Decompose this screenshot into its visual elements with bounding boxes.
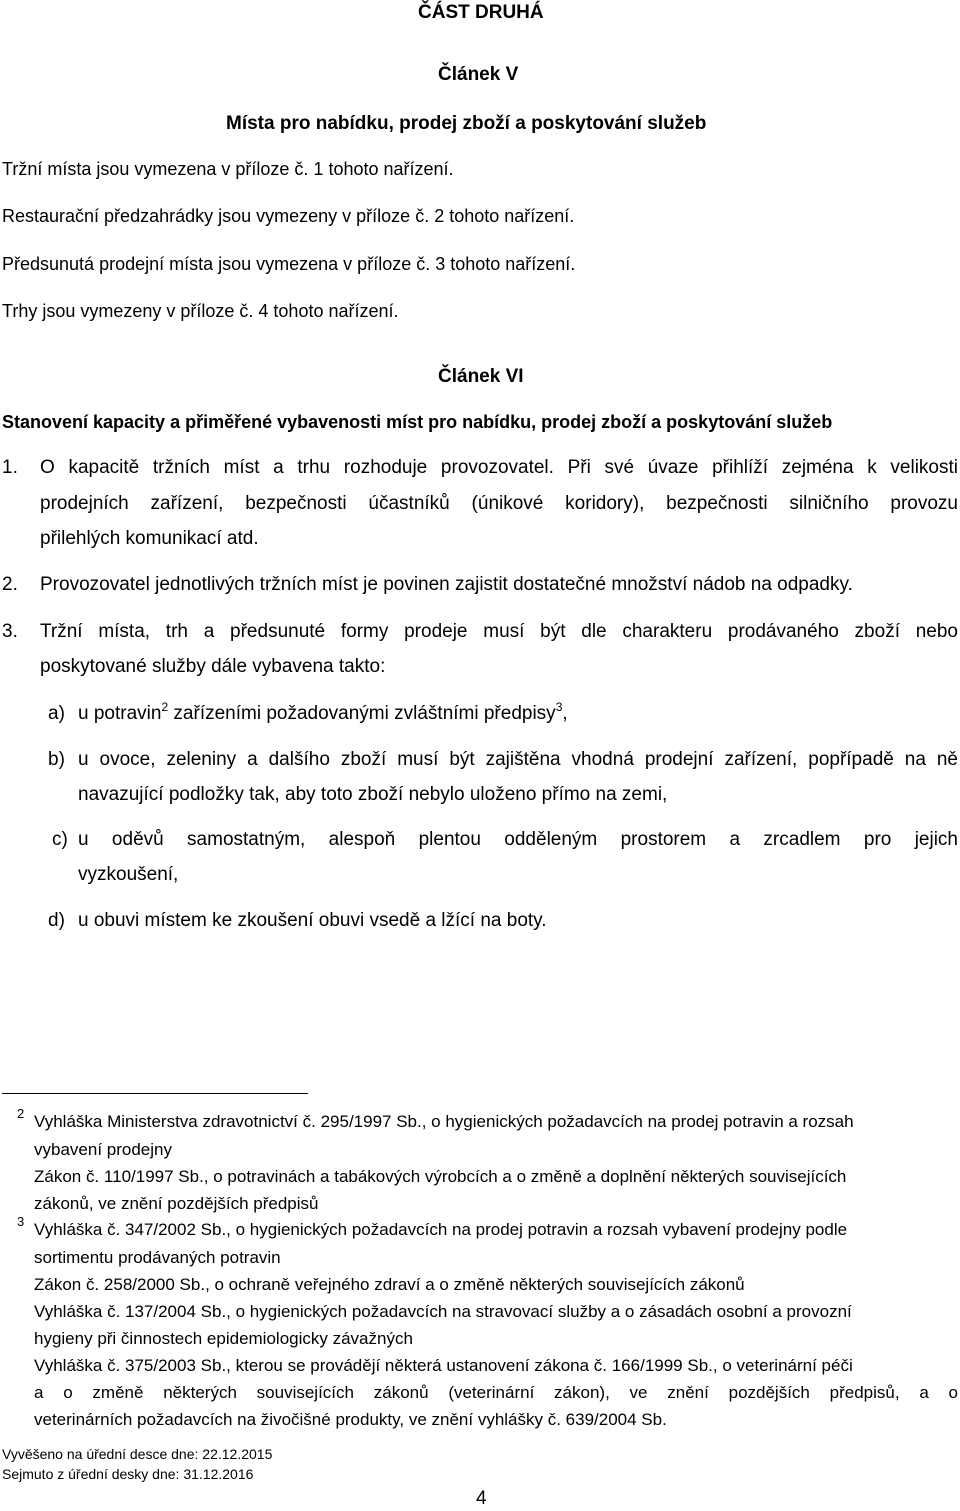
footnote-ref-3[interactable]: 3 bbox=[555, 700, 563, 714]
item-b-line-2: navazující podložky tak, aby toto zboží nebylo uloženo přímo na zemi, bbox=[78, 784, 668, 805]
article-5-subtitle: Místa pro nabídku, prodej zboží a poskytování služeb bbox=[226, 113, 707, 134]
item-a-text-3: , bbox=[562, 703, 568, 724]
item-c-line-2: vyzkoušení, bbox=[78, 864, 179, 885]
footnote-3-line-8: veterinárních požadavcích na živočišné produkty, ve znění vyhlášky č. 639/2004 Sb. bbox=[34, 1410, 667, 1429]
paragraph-1-line-3: přilehlých komunikací atd. bbox=[40, 528, 259, 549]
article-6-heading: Článek VI bbox=[438, 366, 524, 387]
item-a-label: a) bbox=[48, 703, 65, 724]
article-5-line-4: Trhy jsou vymezeny v příloze č. 4 tohoto nařízení. bbox=[2, 301, 399, 321]
article-5-line-1: Tržní místa jsou vymezena v příloze č. 1 tohoto nařízení. bbox=[2, 159, 454, 179]
footnote-separator bbox=[2, 1093, 308, 1094]
paragraph-1-number: 1. bbox=[2, 457, 18, 478]
footnote-ref-2[interactable]: 2 bbox=[161, 700, 169, 714]
item-d-label: d) bbox=[48, 910, 65, 931]
article-5-line-2: Restaurační předzahrádky jsou vymezeny v příloze č. 2 tohoto nařízení. bbox=[2, 206, 575, 226]
footnote-2-mark: 2 bbox=[17, 1106, 25, 1121]
article-6-subtitle: Stanovení kapacity a přiměřené vybavenosti míst pro nabídku, prodej zboží a poskytování služeb bbox=[2, 412, 833, 432]
footnote-3-line-5: hygieny při činnostech epidemiologicky závažných bbox=[34, 1329, 413, 1348]
footnote-3-mark: 3 bbox=[17, 1214, 25, 1229]
paragraph-3-line-2: poskytované služby dále vybavena takto: bbox=[40, 656, 386, 677]
item-b-line-1: u ovoce, zeleniny a dalšího zboží musí být zajištěna vhodná prodejní zařízení, popřípadě na ně bbox=[78, 749, 958, 770]
paragraph-1-line-1: O kapacitě tržních míst a trhu rozhoduje provozovatel. Při své úvaze přihlíží zejména k velikosti bbox=[40, 457, 958, 478]
paragraph-2-line-1: Provozovatel jednotlivých tržních míst je povinen zajistit dostatečné množství nádob na odpadky. bbox=[40, 574, 853, 595]
footnote-2-line-1: Vyhláška Ministerstva zdravotnictví č. 295/1997 Sb., o hygienických požadavcích na prodej potravin a rozsah bbox=[34, 1112, 854, 1131]
paragraph-3-number: 3. bbox=[2, 621, 18, 642]
footnote-3-line-3: Zákon č. 258/2000 Sb., o ochraně veřejného zdraví a o změně některých souvisejících zákonů bbox=[34, 1275, 745, 1294]
article-5-line-3: Předsunutá prodejní místa jsou vymezena v příloze č. 3 tohoto nařízení. bbox=[2, 254, 576, 274]
paragraph-1-line-2: prodejních zařízení, bezpečnosti účastníků (únikové koridory), bezpečnosti silničního provozu bbox=[40, 493, 958, 514]
item-b-label: b) bbox=[48, 749, 65, 770]
footnote-2-line-4: zákonů, ve znění pozdějších předpisů bbox=[34, 1194, 319, 1213]
footnote-3-line-6: Vyhláška č. 375/2003 Sb., kterou se provádějí některá ustanovení zákona č. 166/1999 Sb., o veterinární péči bbox=[34, 1356, 853, 1375]
paragraph-2-number: 2. bbox=[2, 574, 18, 595]
footnote-3-line-4: Vyhláška č. 137/2004 Sb., o hygienických požadavcích na stravovací služby a o zásadách osobní a provozní bbox=[34, 1302, 852, 1321]
item-c-line-1: u oděvů samostatným, alespoň plentou odděleným prostorem a zrcadlem pro jejich bbox=[78, 829, 958, 850]
footnote-3-line-1: Vyhláška č. 347/2002 Sb., o hygienických požadavcích na prodej potravin a rozsah vybavení prodejny podle bbox=[34, 1220, 848, 1239]
paragraph-3-line-1: Tržní místa, trh a předsunuté formy prodeje musí být dle charakteru prodávaného zboží nebo bbox=[40, 621, 958, 642]
page-number: 4 bbox=[476, 1488, 487, 1509]
part-title: ČÁST DRUHÁ bbox=[418, 2, 544, 23]
item-a-text-2: zařízeními požadovanými zvláštními předpisy bbox=[168, 703, 556, 724]
footnote-3-line-2: sortimentu prodávaných potravin bbox=[34, 1248, 281, 1267]
footnote-3-line-7: a o změně některých souvisejících zákonů (veterinární zákon), ve znění pozdějších předpisů, a o bbox=[34, 1383, 958, 1402]
article-5-heading: Článek V bbox=[438, 64, 519, 85]
removed-date: Sejmuto z úřední desky dne: 31.12.2016 bbox=[2, 1466, 254, 1482]
item-a-text-1: u potravin bbox=[78, 703, 162, 724]
posted-date: Vyvěšeno na úřední desce dne: 22.12.2015 bbox=[2, 1446, 273, 1462]
footnote-2-line-2: vybavení prodejny bbox=[34, 1140, 172, 1159]
item-d-line-1: u obuvi místem ke zkoušení obuvi vsedě a lžící na boty. bbox=[78, 910, 547, 931]
footnote-2-line-3: Zákon č. 110/1997 Sb., o potravinách a tabákových výrobcích a o změně a doplnění některých souvisejících bbox=[34, 1167, 847, 1186]
item-c-label: c) bbox=[52, 829, 68, 850]
item-a-text bbox=[78, 700, 568, 725]
